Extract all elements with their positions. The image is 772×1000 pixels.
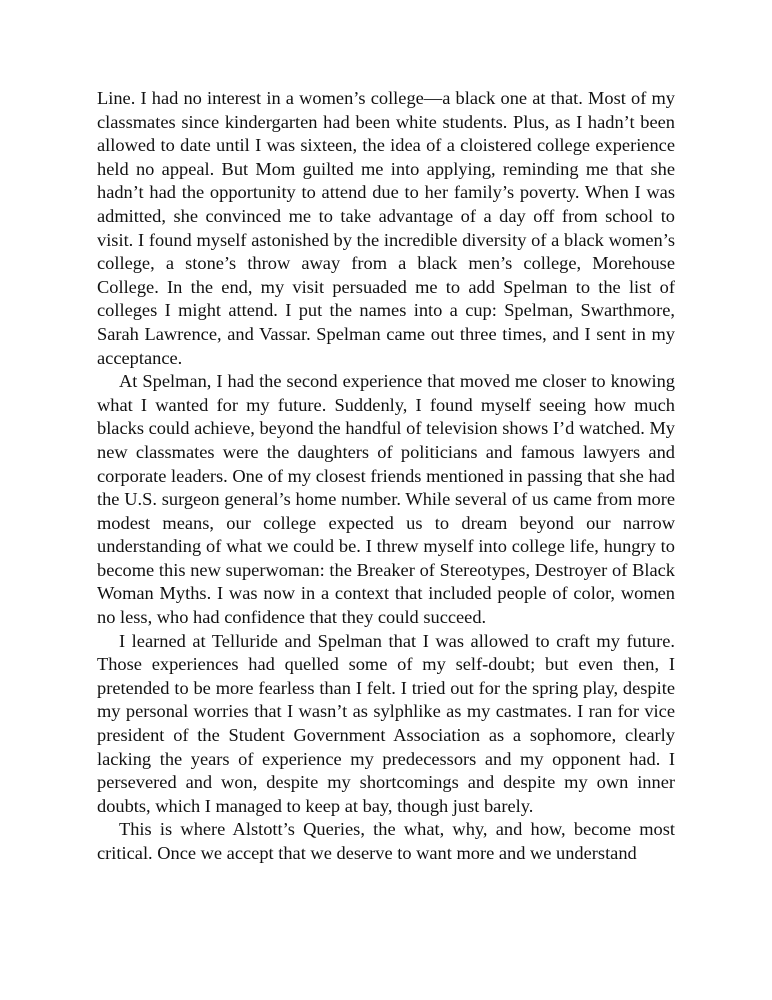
paragraph-1: Line. I had no interest in a women’s college—a black one at that. Most of my classmates since kindergarten had been white students. Plus, as I hadn’t been allowed to date until I was sixteen, the idea of a cloistered college experience held no appeal. But Mom guilted me into applying, reminding me that she hadn’t had the opportunity to attend due to her family’s poverty. When I was admitted, she convinced me to take advantage of a day off from school to visit. I found myself astonished by the incredible diversity of a black women’s college, a stone’s throw away from a black men’s college, Morehouse College. In the end, my visit persuaded me to add Spelman to the list of colleges I might attend. I put the names into a cup: Spelman, Swarthmore, Sarah Lawrence, and Vassar. Spelman came out three times, and I sent in my acceptance. — [97, 88, 675, 368]
page-body — [97, 87, 675, 866]
paragraph-2: At Spelman, I had the second experience that moved me closer to knowing what I wanted for my future. Suddenly, I found myself seeing how much blacks could achieve, beyond the handful of television shows I’d watched. My new classmates were the daughters of politicians and famous lawyers and corporate leaders. One of my closest friends mentioned in passing that she had the U.S. surgeon general’s home number. While several of us came from more modest means, our college expected us to dream beyond our narrow understanding of what we could be. I threw myself into college life, hungry to become this new superwoman: the Breaker of Stereotypes, Destroyer of Black Woman Myths. I was now in a context that included people of color, women no less, who had confidence that they could succeed. — [97, 371, 675, 628]
paragraph-3: I learned at Telluride and Spelman that I was allowed to craft my future. Those experiences had quelled some of my self-doubt; but even then, I pretended to be more fearless than I felt. I tried out for the spring play, despite my personal worries that I wasn’t as sylphlike as my castmates. I ran for vice president of the Student Government Association as a sophomore, clearly lacking the years of experience my predecessors and my opponent had. I persevered and won, despite my shortcomings and despite my own inner doubts, which I managed to keep at bay, though just barely. — [97, 630, 675, 816]
paragraph-4: This is where Alstott’s Queries, the what, why, and how, become most critical. Once we accept that we deserve to want more and we understand — [97, 819, 675, 863]
